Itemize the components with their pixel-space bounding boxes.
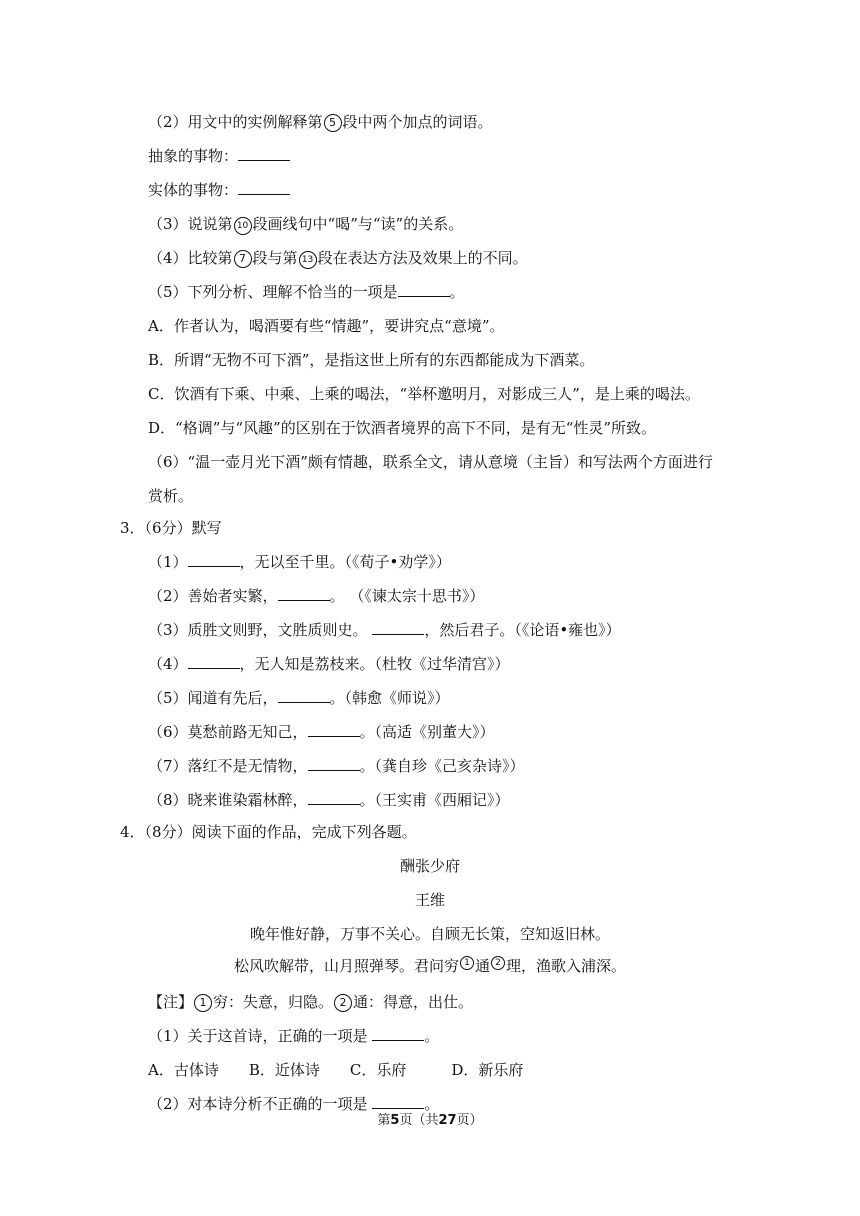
answer-blank[interactable] <box>278 586 330 601</box>
q3-item-4: （4） ，无人知是荔枝来。（杜牧《过华清宫》） <box>148 655 510 673</box>
q2-option-c: C．饮酒有下乘、中乘、上乘的喝法，“举杯邀明月，对影成三人”，是上乘的喝法。 <box>148 385 700 403</box>
q2-sub4: （4）比较第 7 段与第 13 段在表达方法及效果上的不同。 <box>148 249 528 267</box>
circled-number: 10 <box>234 217 252 235</box>
q3-item-3: （3）质胜文则野，文胜质则史。 ，然后君子。（《论语•雍也》） <box>148 621 621 639</box>
q3-item-6: （6）莫愁前路无知己， 。（高适《别董大》） <box>148 723 495 741</box>
answer-blank[interactable] <box>372 1094 424 1109</box>
q4-sub1-options: A．古体诗 B．近体诗 C．乐府 D．新乐府 <box>148 1061 524 1079</box>
q3-item-7: （7）落红不是无情物， 。（龚自珍《己亥杂诗》） <box>148 757 525 775</box>
answer-blank[interactable] <box>188 552 240 567</box>
q2-sub3: （3）说说第 10 段画线句中“喝”与“读”的关系。 <box>148 215 464 233</box>
page-number: 5 <box>390 1113 400 1128</box>
poem-line-2: 松风吹解带，山月照弹琴。君问穷 1 通 2 理，渔歌入浦深。 <box>233 957 627 975</box>
q2-concrete: 实体的事物： <box>148 180 290 200</box>
answer-blank[interactable] <box>238 180 290 195</box>
q2-sub6-line2: 赏析。 <box>148 487 194 505</box>
q2-sub6-line1: （6）“温一壶月光下酒”颇有情趣，联系全文，请从意境（主旨）和写法两个方面进行 <box>148 453 713 471</box>
q2-sub5: （5）下列分析、理解不恰当的一项是 。 <box>148 283 465 301</box>
answer-blank[interactable] <box>398 282 450 297</box>
circled-number: 5 <box>324 114 342 132</box>
circled-number: 1 <box>194 994 212 1012</box>
page-footer: 第5页（共27页） <box>377 1113 483 1128</box>
q4-heading: 4．（8分）阅读下面的作品，完成下列各题。 <box>120 823 417 841</box>
q4-sub2: （2）对本诗分析不正确的一项是 。 <box>148 1095 440 1113</box>
circled-number: 7 <box>234 250 252 268</box>
q3-item-5: （5）闻道有先后， 。（韩愈《师说》） <box>148 689 450 707</box>
q3-heading: 3．（6分）默写 <box>120 519 222 537</box>
circled-number: 2 <box>334 994 352 1012</box>
answer-blank[interactable] <box>372 620 424 635</box>
poem-line-1: 晚年惟好静，万事不关心。自顾无长策，空知返旧林。 <box>249 925 610 943</box>
page-total: 27 <box>438 1113 457 1128</box>
circled-number: 13 <box>299 251 317 269</box>
answer-blank[interactable] <box>372 1026 424 1041</box>
footnote-marker: 1 <box>460 956 474 970</box>
q3-item-8: （8）晓来谁染霜林醉， 。（王实甫《西厢记》） <box>148 791 510 809</box>
answer-blank[interactable] <box>308 790 360 805</box>
q2-sub2: （2）用文中的实例解释第 5 段中两个加点的词语。 <box>148 113 493 131</box>
q2-option-b: B．所谓“无物不可下酒”，是指这世上所有的东西都能成为下酒菜。 <box>148 351 595 369</box>
answer-blank[interactable] <box>278 688 330 703</box>
poem-title: 酬张少府 <box>399 857 460 875</box>
footnote-marker: 2 <box>491 956 505 970</box>
q3-item-1: （1） ，无以至千里。（《荀子•劝学》） <box>148 553 451 571</box>
answer-blank[interactable] <box>188 654 240 669</box>
q2-abstract: 抽象的事物： <box>148 146 290 166</box>
q4-sub1: （1）关于这首诗，正确的一项是 。 <box>148 1027 440 1045</box>
answer-blank[interactable] <box>238 146 290 161</box>
q2-option-a: A．作者认为，喝酒要有些“情趣”，要讲究点“意境”。 <box>148 317 505 335</box>
poem-author: 王维 <box>414 891 445 909</box>
q3-item-2: （2）善始者实繁， 。 （《谏太宗十思书》） <box>148 587 485 605</box>
q2-option-d: D．“格调”与“风趣”的区别在于饮酒者境界的高下不同，是有无“性灵”所致。 <box>148 419 657 437</box>
answer-blank[interactable] <box>308 756 360 771</box>
poem-note: 【注】 1 穷：失意，归隐。 2 通：得意，出仕。 <box>148 993 474 1011</box>
answer-blank[interactable] <box>308 722 360 737</box>
